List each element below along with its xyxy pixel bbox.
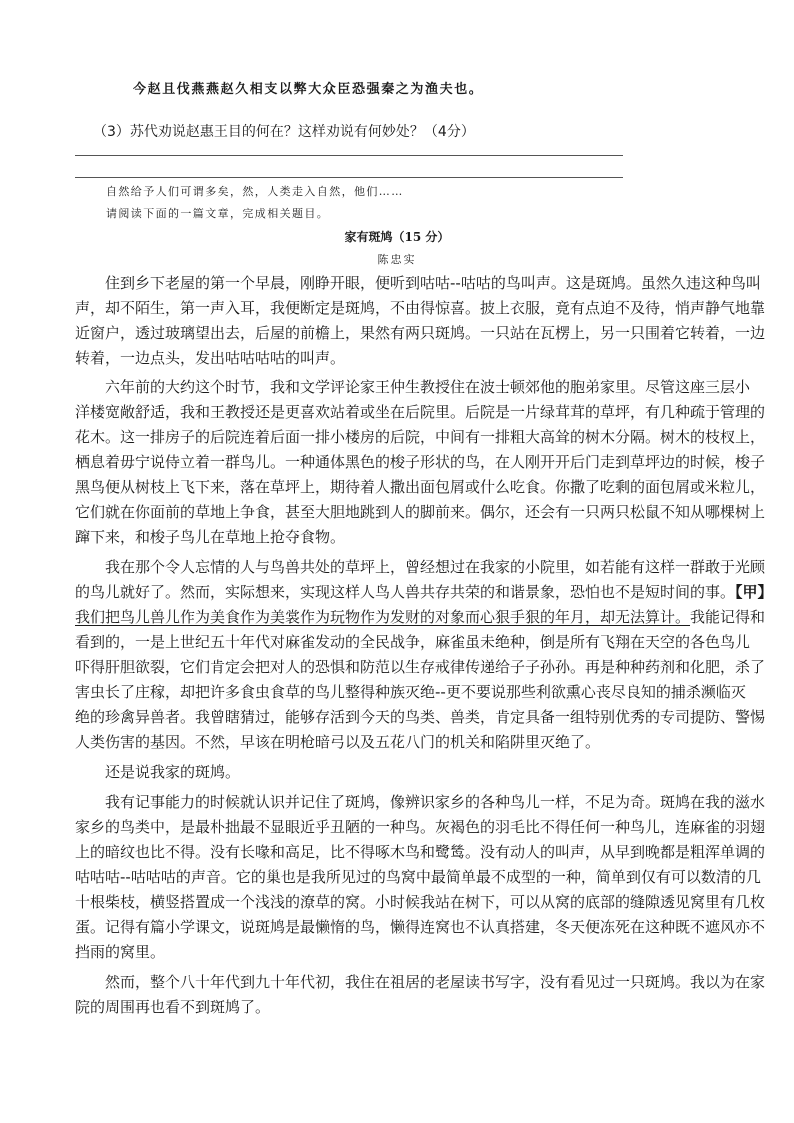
paragraph-line: 转着，一边点头，发出咕咕咕咕的叫声。 bbox=[75, 349, 346, 367]
paragraph-line: 住到乡下老屋的第一个早晨，刚睁开眼，便听到咕咕--咕咕的鸟叫声。这是斑鸠。虽然久违这种鸟叫 bbox=[105, 274, 761, 292]
article-author: 陈忠实 bbox=[377, 253, 417, 266]
paragraph-line: 我有记事能力的时候就认识并记住了斑鸠，像辨识家乡的各种鸟儿一样，不足为奇。斑鸠在我的滋水 bbox=[105, 793, 766, 811]
paragraph-line: 我在那个令人忘情的人与鸟兽共处的草坪上，曾经想过在我家的小院里，如若能有这样一群敢于光顾 bbox=[105, 558, 766, 576]
paragraph-line: 它们就在你面前的草地上争食，甚至大胆地跳到人的脚前来。偶尔，还会有一只两只松鼠不知从哪棵树上 bbox=[75, 503, 766, 521]
paragraph-line: 挡雨的窝里。 bbox=[75, 943, 166, 961]
paragraph-line: 绝的珍禽异兽者。我曾瞎猜过，能够存活到今天的鸟类、兽类，肯定具备一组特别优秀的专司提防、警惕 bbox=[75, 708, 766, 726]
intro-line-2: 请阅读下面的一篇文章，完成相关题目。 bbox=[106, 207, 330, 220]
question-3: （3）苏代劝说赵惠王目的何在？这样劝说有何妙处？（4分） bbox=[93, 124, 475, 140]
paragraph-line: 蛋。记得有篇小学课文，说斑鸠是最懒惰的鸟，懒得连窝也不认真搭建，冬天便冻死在这种既不遮风亦不 bbox=[75, 918, 766, 936]
paragraph-line: 家乡的鸟类中，是最朴拙最不显眼近乎丑陋的一种鸟。灰褐色的羽毛比不得任何一种鸟儿，连麻雀的羽翅 bbox=[75, 818, 766, 836]
paragraph-line: 近窗户，透过玻璃望出去，后屋的前檐上，果然有两只斑鸠。一只站在瓦楞上，另一只围着它转着，一边 bbox=[75, 324, 766, 342]
paragraph-line: 人类伤害的基因。不然，早该在明枪暗弓以及五花八门的机关和陷阱里灭绝了。 bbox=[75, 733, 601, 751]
paragraph-line: 上的暗纹也比不得。没有长喙和高足，比不得啄木鸟和鹭鸶。没有动人的叫声，从早到晚都是粗浑单调的 bbox=[75, 843, 766, 861]
marker-jia: 【甲】 bbox=[735, 583, 773, 601]
underlined-sentence: 我们把鸟儿兽儿作为美食作为美裳作为玩物作为发财的对象而心狠手狠的年月，却无法算计。 bbox=[75, 608, 691, 626]
paragraph-line: 声，却不陌生，第一声入耳，我便断定是斑鸠，不由得惊喜。披上衣服，竟有点迫不及待，悄声静气地靠 bbox=[75, 299, 766, 317]
paragraph-line: 花木。这一排房子的后院连着后面一排小楼房的后院，中间有一排粗大高耸的树木分隔。树木的枝杈上， bbox=[75, 428, 766, 446]
paragraph-line: 吓得肝胆欲裂，它们肯定会把对人的恐惧和防范以生存戒律传递给子子孙孙。再是种种药剂和化肥，杀了 bbox=[75, 658, 766, 676]
paragraph-line: 害虫长了庄稼，却把许多食虫食草的鸟儿整得种族灭绝--更不要说那些利欲熏心丧尽良知的捕杀濒临灭 bbox=[75, 683, 746, 701]
answer-line-2[interactable] bbox=[75, 177, 623, 178]
paragraph-line: 院的周围再也看不到斑鸠了。 bbox=[75, 998, 271, 1016]
paragraph-text: 我能记得和 bbox=[690, 608, 766, 626]
paragraph-line: 六年前的大约这个时节，我和文学评论家王仲生教授住在波士顿郊他的胞弟家里。尽管这座三层小 bbox=[105, 378, 751, 396]
paragraph-line bbox=[75, 582, 773, 602]
paragraph-line: 蹿下来，和梭子鸟儿在草地上抢夺食物。 bbox=[75, 528, 346, 546]
intro-line-1: 自然给予人们可谓多矣，然，人类走入自然，他们…… bbox=[106, 185, 404, 198]
paragraph-line bbox=[75, 607, 766, 627]
classical-sentence: 今赵且伐燕燕赵久相支以弊大众臣恐强秦之为渔夫也。 bbox=[133, 82, 484, 97]
paragraph-line: 还是说我家的斑鸠。 bbox=[105, 763, 241, 781]
paragraph-line: 黑鸟便从树枝上飞下来，落在草坪上，期待着人撒出面包屑或什么吃食。你撒了吃剩的面包屑或米粒儿， bbox=[75, 478, 766, 496]
paragraph-line: 然而，整个八十年代到九十年代初，我住在祖居的老屋读书写字，没有看见过一只斑鸠。我以为在家 bbox=[105, 973, 766, 991]
paragraph-line: 十根柴枝，横竖搭置成一个浅浅的潦草的窝。小时候我站在树下，可以从窝的底部的缝隙透见窝里有几枚 bbox=[75, 893, 766, 911]
paragraph-text: 的鸟儿就好了。然而，实际想来，实现这样人鸟人兽共存共荣的和谐景象，恐怕也不是短时间的事。 bbox=[75, 583, 736, 601]
answer-line-1[interactable] bbox=[75, 155, 623, 156]
article-title: 家有斑鸠（15 分） bbox=[344, 230, 450, 244]
paragraph-line: 咕咕咕--咕咕咕的声音。它的巢也是我所见过的鸟窝中最简单最不成型的一种，简单到仅有可以数清的几 bbox=[75, 868, 761, 886]
paragraph-line: 洋楼宽敞舒适，我和王教授还是更喜欢站着或坐在后院里。后院是一片绿茸茸的草坪，有几种疏于管理的 bbox=[75, 403, 766, 421]
paragraph-line: 看到的，一是上世纪五十年代对麻雀发动的全民战争，麻雀虽未绝种，倒是所有飞翔在天空的各色鸟儿 bbox=[75, 633, 751, 651]
paragraph-line: 栖息着毋宁说侍立着一群鸟儿。一种通体黑色的梭子形状的鸟，在人刚开开后门走到草坪边的时候，梭子 bbox=[75, 453, 766, 471]
